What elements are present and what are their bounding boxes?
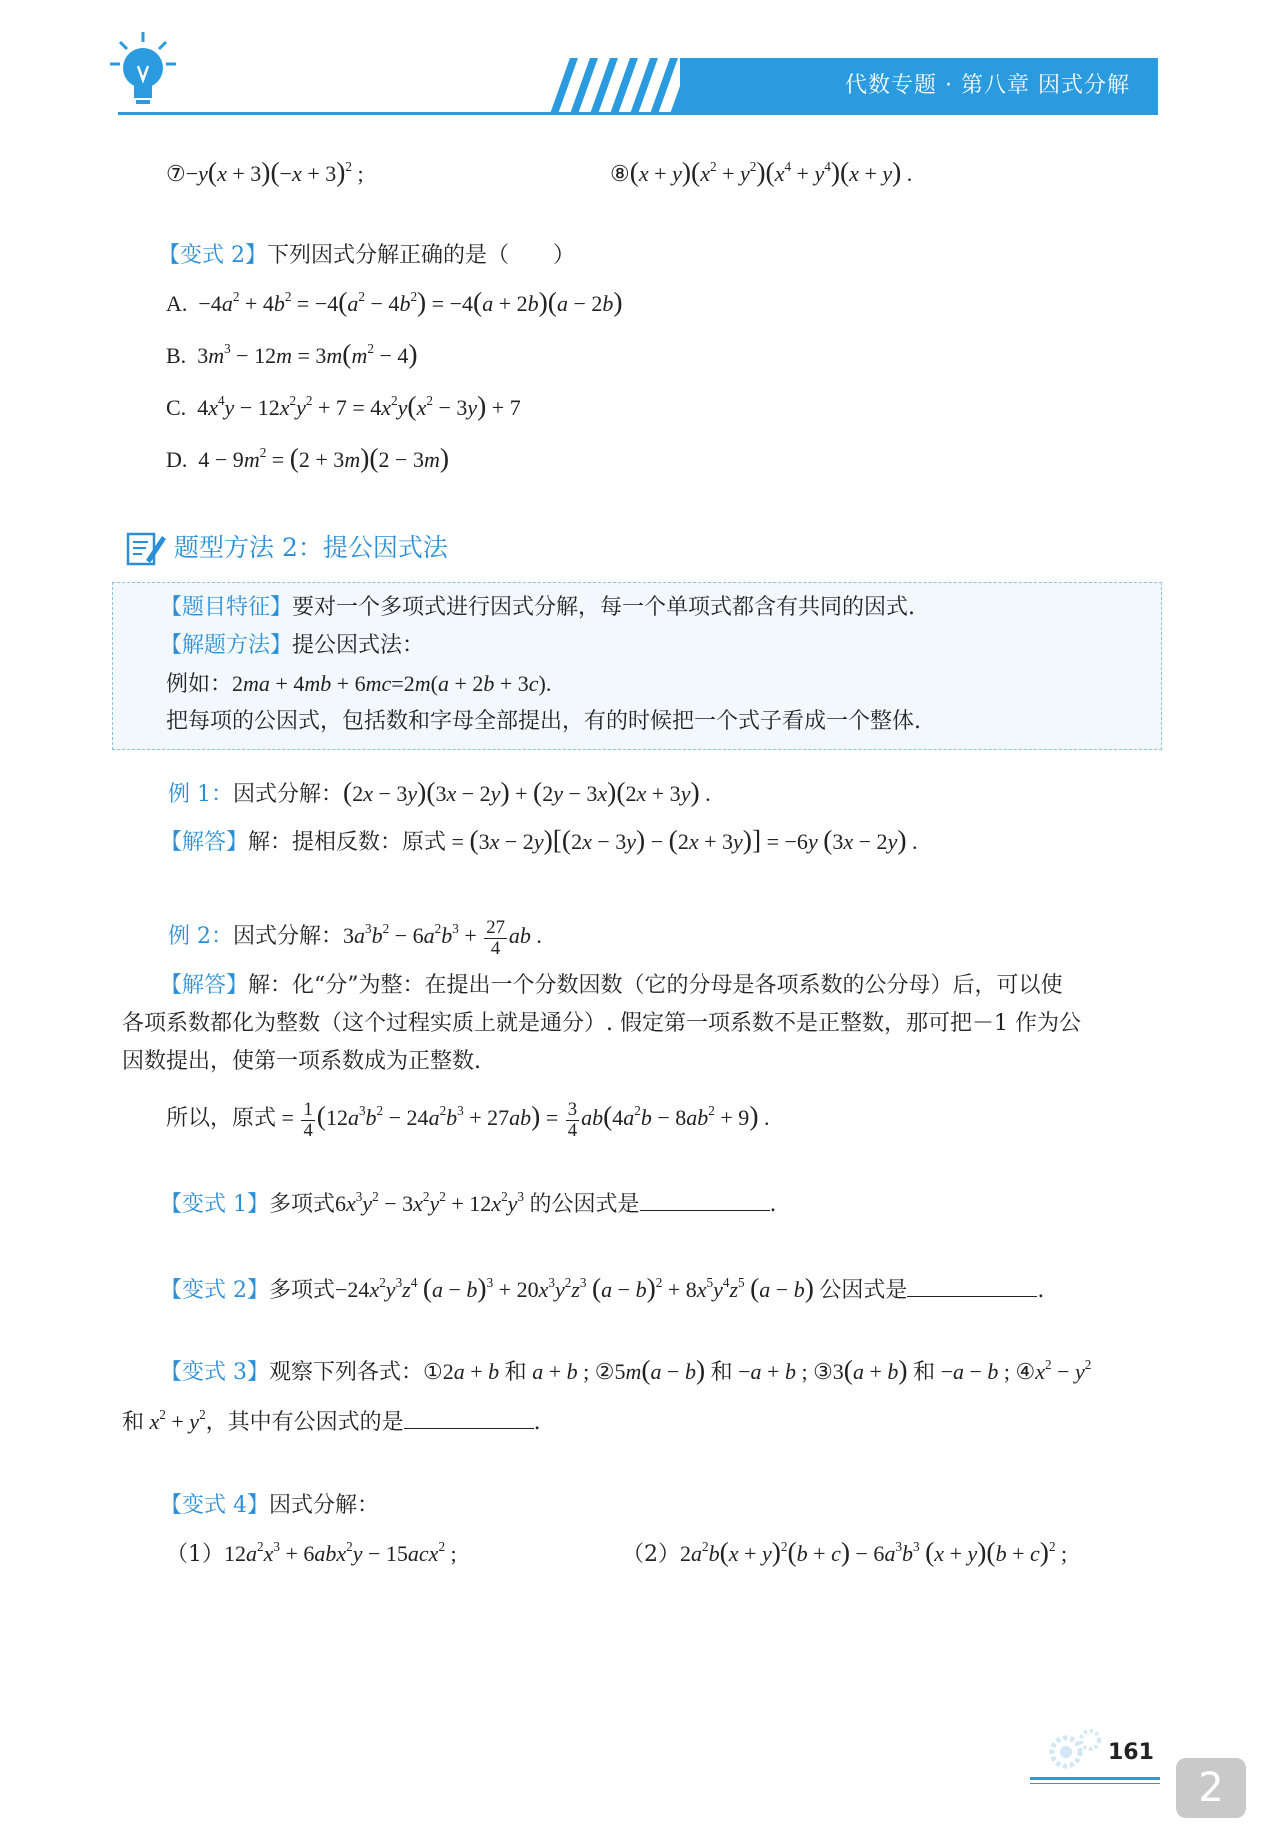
variant4-item1-expr: $12a^2x^3 + 6abx^2y - 15acx^2$ ; bbox=[224, 1539, 457, 1566]
variant1-expr: $6x^3y^2 - 3x^2y^2 + 12x^2y^3$ bbox=[335, 1189, 525, 1216]
option-b-expr: $3m^3 - 12m = 3m(m^2 - 4)$ bbox=[197, 338, 418, 369]
footer-gear-icon bbox=[1044, 1726, 1104, 1774]
example2-prompt: 因式分解： bbox=[233, 924, 344, 950]
example1-answer bbox=[160, 826, 918, 859]
example-line bbox=[166, 668, 551, 701]
variant2-bottom-expr: $-24x^2y^3z^4$ $(a - b)^3 + 20x^3y^2z^3$ $(a - b)^2 + 8x^5y^4z^5$ (a − b) bbox=[335, 1272, 814, 1303]
variant3-line2: 和 $x^2 + y^2$，其中有公因式的是 . bbox=[122, 1407, 541, 1435]
option-b-label: B. bbox=[166, 343, 187, 368]
variant2-answer-blank[interactable] bbox=[907, 1274, 1037, 1297]
variant1-suffix: 的公因式是 bbox=[529, 1192, 640, 1217]
option-a-expr: $-4a^2 + 4b^2 = -4(a^2 - 4b^2) = -4(a + 2b)(a - 2b)$ bbox=[198, 286, 623, 317]
variant2-bottom-tag: 【变式 2】 bbox=[160, 1278, 269, 1303]
variant4-item2-label: （2） bbox=[622, 1542, 680, 1567]
page-badge[interactable]: 2 bbox=[1176, 1758, 1246, 1818]
variant4-item1-label: （1） bbox=[166, 1542, 224, 1567]
method-tag: 【解题方法】 bbox=[160, 633, 293, 658]
header-bulb-icon bbox=[108, 30, 178, 110]
example1-question bbox=[168, 778, 711, 811]
item-7-marker: ⑦ bbox=[166, 161, 186, 186]
example1-answer-tag: 【解答】 bbox=[160, 830, 249, 855]
variant2-bottom-question: 【变式 2】多项式$-24x^2y^3z^4$ $(a - b)^3 + 20x^3y^2z^3$ $(a - b)^2 + 8x^5y^4z^5$ (a − b) 公因式是 . bbox=[160, 1272, 1045, 1303]
variant4-item1 bbox=[166, 1538, 457, 1571]
variant3-text: 观察下列各式： bbox=[269, 1360, 424, 1385]
variant3-line2-prefix: 和 bbox=[122, 1410, 145, 1435]
feature-text: 要对一个多项式进行因式分解，每一个单项式都含有共同的因式. bbox=[292, 595, 916, 620]
section-title: 题型方法 2：提公因式法 bbox=[174, 533, 448, 562]
variant3-answer-blank[interactable] bbox=[404, 1406, 534, 1429]
option-d-expr: $4 - 9m^2 = (2 + 3m)(2 - 3m)$ bbox=[198, 442, 450, 473]
example2-answer-text1: 解：化“分”为整：在提出一个分数因数（它的分母是各项系数的公分母）后，可以使 bbox=[248, 973, 1063, 998]
item-7 bbox=[166, 158, 364, 190]
option-d-label: D. bbox=[166, 447, 188, 472]
option-a-label: A. bbox=[166, 291, 188, 316]
variant2-tag: 【变式 2】 bbox=[158, 243, 267, 268]
feature-line bbox=[160, 592, 915, 624]
variant1-tag: 【变式 1】 bbox=[160, 1192, 269, 1217]
section-note: 把每项的公因式，包括数和字母全部提出，有的时候把一个式子看成一个整体. bbox=[166, 709, 921, 734]
variant4-text: 因式分解： bbox=[269, 1493, 380, 1518]
example2-expr: $3a^3b^2 - 6a^2b^3$ + $\frac{27}{4}$ ab . bbox=[343, 917, 542, 959]
option-a bbox=[166, 288, 623, 320]
example2-answer-expr: = $\frac{1}{4}$ $(12a^3b^2 - 24a^2b^3 + 27ab)$ = $\frac{3}{4}$ $ab(4a^2b - 8ab^2 + 9)$ . bbox=[276, 1099, 770, 1141]
variant3-question bbox=[160, 1356, 1091, 1389]
variant2-bottom-text: 多项式 bbox=[269, 1278, 336, 1303]
feature-tag: 【题目特征】 bbox=[160, 595, 293, 620]
example-prefix: 例如： bbox=[166, 672, 233, 697]
item-8-marker: ⑧ bbox=[610, 161, 630, 186]
example2-answer-line3: 因数提出，使第一项系数成为正整数. bbox=[122, 1049, 481, 1074]
footer-rule bbox=[1030, 1777, 1160, 1780]
example1-tag: 例 1： bbox=[168, 782, 233, 807]
variant4-item2 bbox=[622, 1538, 1067, 1571]
variant3-line2-expr: $x^2 + y^2$ bbox=[149, 1407, 206, 1434]
example1-prompt: 因式分解： bbox=[233, 782, 344, 807]
pencil-note-icon bbox=[126, 530, 166, 566]
variant1-text: 多项式 bbox=[269, 1192, 336, 1217]
item-8 bbox=[610, 158, 912, 190]
example2-answer-prefix: 所以，原式 bbox=[166, 1106, 277, 1132]
variant2-question-text: 下列因式分解正确的是（ ） bbox=[267, 243, 576, 268]
variant2-question bbox=[158, 240, 575, 272]
variant4-question bbox=[160, 1490, 379, 1522]
item-7-expr: $-y(x + 3)(-x + 3)^2$ ; bbox=[185, 156, 364, 187]
example1-expr: (2x − 3y)(3x − 2y) + (2y − 3x)(2x + 3y) . bbox=[343, 776, 711, 807]
example2-answer-line1 bbox=[160, 970, 1063, 1002]
option-c bbox=[166, 392, 521, 424]
item-8-expr: $(x + y)(x^2 + y^2)(x^4 + y^4)(x + y)$ . bbox=[629, 156, 913, 187]
header-title: 代数专题 · 第八章 因式分解 bbox=[845, 73, 1130, 98]
option-c-expr: $4x^4y - 12x^2y^2 + 7 = 4x^2y(x^2 - 3y) + 7$ bbox=[197, 390, 521, 421]
variant4-item2-expr: $2a^2b(x + y)^2(b + c) - 6a^3b^3$ $(x + y)(b + c)^2$ ; bbox=[680, 1536, 1068, 1567]
variant1-answer-blank[interactable] bbox=[640, 1188, 770, 1211]
footer-rule-thin bbox=[1030, 1783, 1160, 1784]
example1-answer-expr: = (3x − 2y)[(2x − 3y) − (2x + 3y)] = −6y (3x − 2y) . bbox=[446, 824, 918, 855]
example2-tag: 例 2： bbox=[168, 924, 233, 950]
variant4-tag: 【变式 4】 bbox=[160, 1493, 269, 1518]
example2-answer-line4 bbox=[166, 1100, 769, 1140]
method-line bbox=[160, 630, 424, 662]
example-expr: 2ma + 4mb + 6mc=2m(a + 2b + 3c). bbox=[232, 671, 552, 696]
example2-question bbox=[168, 918, 542, 958]
option-d bbox=[166, 444, 449, 476]
method-text: 提公因式法： bbox=[292, 633, 425, 658]
variant1-question: 【变式 1】多项式$6x^3y^2 - 3x^2y^2 + 12x^2y^3$ 的公因式是 . bbox=[160, 1189, 777, 1217]
page-number: 161 bbox=[1108, 1740, 1154, 1765]
example2-answer-tag: 【解答】 bbox=[160, 973, 249, 998]
example2-answer-line2: 各项系数都化为整数（这个过程实质上就是通分）. 假定第一项系数不是正整数，那可把－1 作为公 bbox=[122, 1011, 1081, 1036]
variant3-expr: ①2a + b 和 a + b ; ②5m(a − b) 和 −a + b ; ③3(a + b) 和 −a − b ; $④x^2 - y^2$ bbox=[423, 1354, 1092, 1385]
variant3-line2-suffix: ，其中有公因式的是 bbox=[205, 1410, 404, 1435]
variant3-tag: 【变式 3】 bbox=[160, 1360, 269, 1385]
option-c-label: C. bbox=[166, 395, 187, 420]
option-b bbox=[166, 340, 418, 372]
example1-answer-text: 解：提相反数：原式 bbox=[248, 830, 447, 855]
variant2-bottom-suffix: 公因式是 bbox=[819, 1278, 908, 1303]
